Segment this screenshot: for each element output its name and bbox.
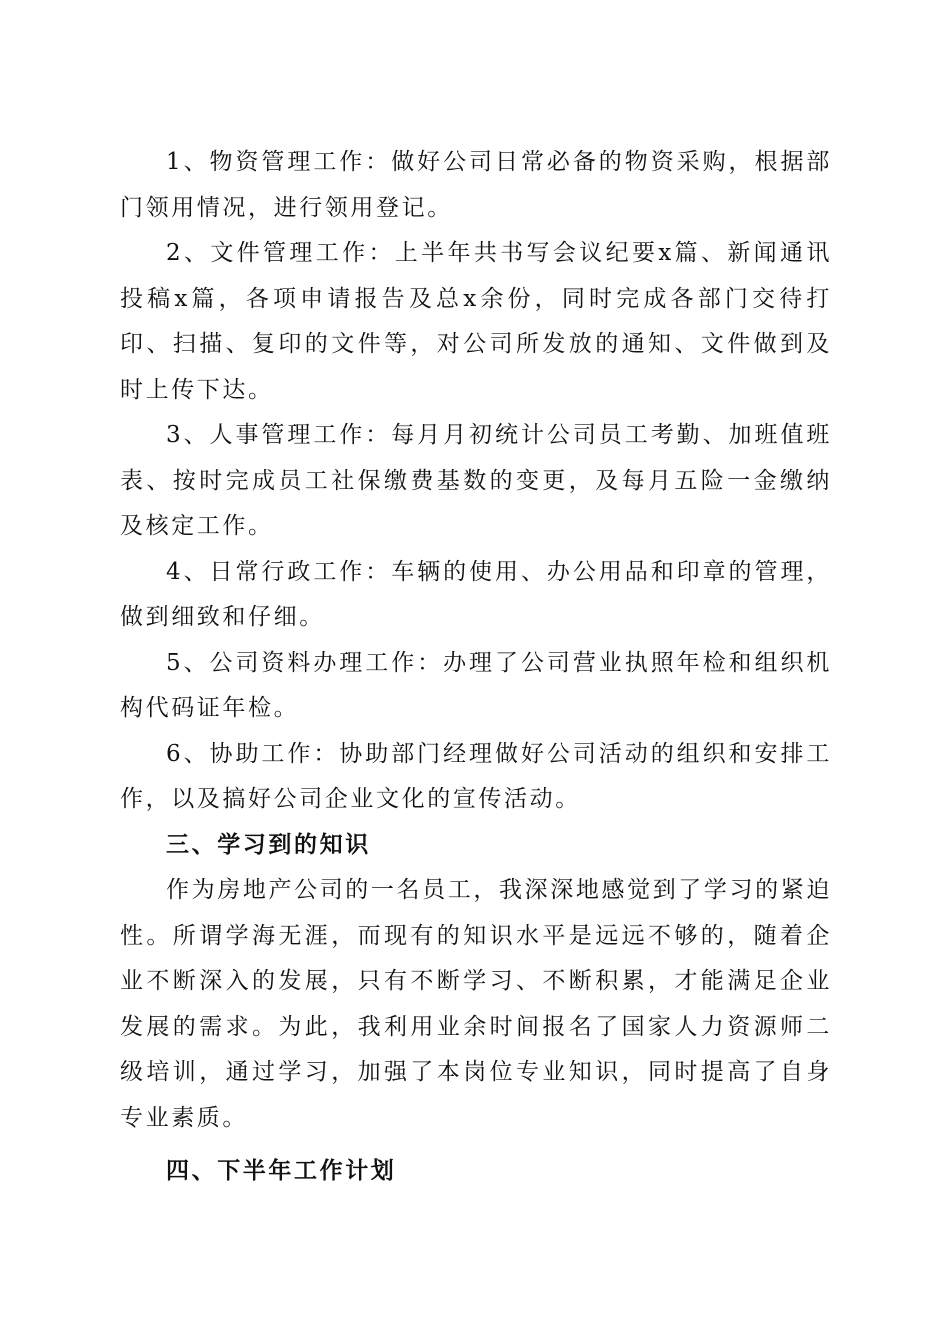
work-item-assistance: 6、协助工作：协助部门经理做好公司活动的组织和安排工作，以及搞好公司企业文化的宣传活动。 [120,740,832,812]
work-item-personnel: 3、人事管理工作：每月月初统计公司员工考勤、加班值班表、按时完成员工社保缴费基数的变更，及每月五险一金缴纳及核定工作。 [120,422,832,539]
work-item-materials: 1、物资管理工作：做好公司日常必备的物资采购，根据部门领用情况，进行领用登记。 [120,149,832,221]
document-body [120,140,832,1195]
work-item-administration: 4、日常行政工作：车辆的使用、办公用品和印章的管理，做到细致和仔细。 [120,558,832,630]
work-item-documents: 2、文件管理工作：上半年共书写会议纪要x篇、新闻通讯投稿x篇，各项申请报告及总x余份，同时完成各部门交待打印、扫描、复印的文件等，对公司所发放的通知、文件做到及时上传下达。 [120,240,832,403]
section-three-heading: 三、学习到的知识 [166,831,371,858]
work-item-company-records: 5、公司资料办理工作：办理了公司营业执照年检和组织机构代码证年检。 [120,649,832,721]
section-four-heading: 四、下半年工作计划 [166,1158,397,1184]
section-three-body: 作为房地产公司的一名员工，我深深地感觉到了学习的紧迫性。所谓学海无涯，而现有的知识水平是远远不够的，随着企业不断深入的发展，只有不断学习、不断积累，才能满足企业发展的需求。为此，我利用业余时间报名了国家人力资源师二级培训，通过学习，加强了本岗位专业知识，同时提高了自身专业素质。 [120,877,832,1131]
